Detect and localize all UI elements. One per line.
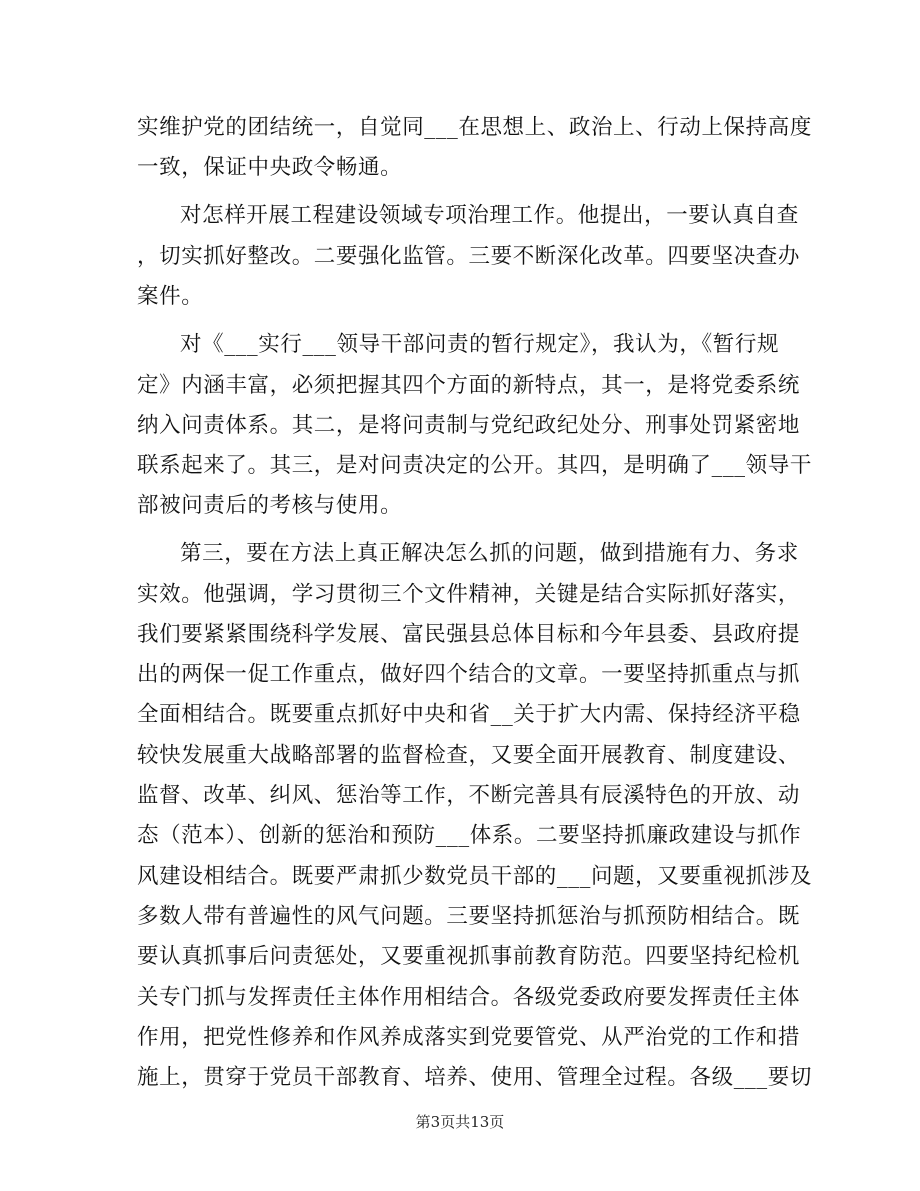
paragraph-line: 对《___实行___领导干部问责的暂行规定》，我认为，《暂行规	[180, 332, 780, 357]
paragraph-line: 关专门抓与发挥责任主体作用相结合。各级党委政府要发挥责任主体	[137, 985, 801, 1010]
paragraph-line: 我们要紧紧围绕科学发展、富民强县总体目标和今年县委、县政府提	[137, 622, 801, 647]
paragraph-line: 风建设相结合。既要严肃抓少数党员干部的___问题，又要重视抓涉及	[137, 864, 812, 889]
paragraph-line: 态（范本）、创新的惩治和预防___体系。二要坚持抓廉政建设与抓作	[137, 823, 802, 848]
paragraph-line: 案件。	[137, 284, 204, 309]
paragraph-line: 施上，贯穿于党员干部教育、培养、使用、管理全过程。各级___要切	[137, 1065, 812, 1090]
paragraph-line: 对怎样开展工程建设领域专项治理工作。他提出，一要认真自查	[180, 203, 799, 228]
paragraph-line: ，切实抓好整改。二要强化监管。三要不断深化改革。四要坚决查办	[137, 244, 801, 269]
paragraph-line: 第三，要在方法上真正解决怎么抓的问题，做到措施有力、务求	[180, 541, 799, 566]
paragraph-line: 联系起来了。其三，是对问责决定的公开。其四，是明确了___领导干	[137, 453, 812, 478]
paragraph-line: 实效。他强调，学习贯彻三个文件精神，关键是结合实际抓好落实，	[137, 582, 801, 607]
paragraph-line: 定》内涵丰富，必须把握其四个方面的新特点，其一，是将党委系统	[137, 373, 801, 398]
paragraph-line: 部被问责后的考核与使用。	[137, 493, 403, 518]
paragraph-line: 作用，把党性修养和作风养成落实到党要管党、从严治党的工作和措	[137, 1025, 801, 1050]
paragraph-line: 一致，保证中央政令畅通。	[137, 155, 403, 180]
paragraph-line: 出的两保一促工作重点，做好四个结合的文章。一要坚持抓重点与抓	[137, 662, 801, 687]
page-number-footer: 第3页共13页	[415, 1113, 505, 1131]
paragraph-line: 纳入问责体系。其二，是将问责制与党纪政纪处分、刑事处罚紧密地	[137, 413, 801, 438]
paragraph-line: 实维护党的团结统一，自觉同___在思想上、政治上、行动上保持高度	[137, 115, 812, 140]
paragraph-line: 全面相结合。既要重点抓好中央和省__关于扩大内需、保持经济平稳	[137, 702, 801, 727]
paragraph-line: 要认真抓事后问责惩处，又要重视抓事前教育防范。四要坚持纪检机	[137, 944, 801, 969]
paragraph-line: 监督、改革、纠风、惩治等工作，不断完善具有辰溪特色的开放、动	[137, 783, 801, 808]
paragraph-line: 多数人带有普遍性的风气问题。三要坚持抓惩治与抓预防相结合。既	[137, 904, 801, 929]
paragraph-line: 较快发展重大战略部署的监督检查，又要全面开展教育、制度建设、	[137, 743, 801, 768]
